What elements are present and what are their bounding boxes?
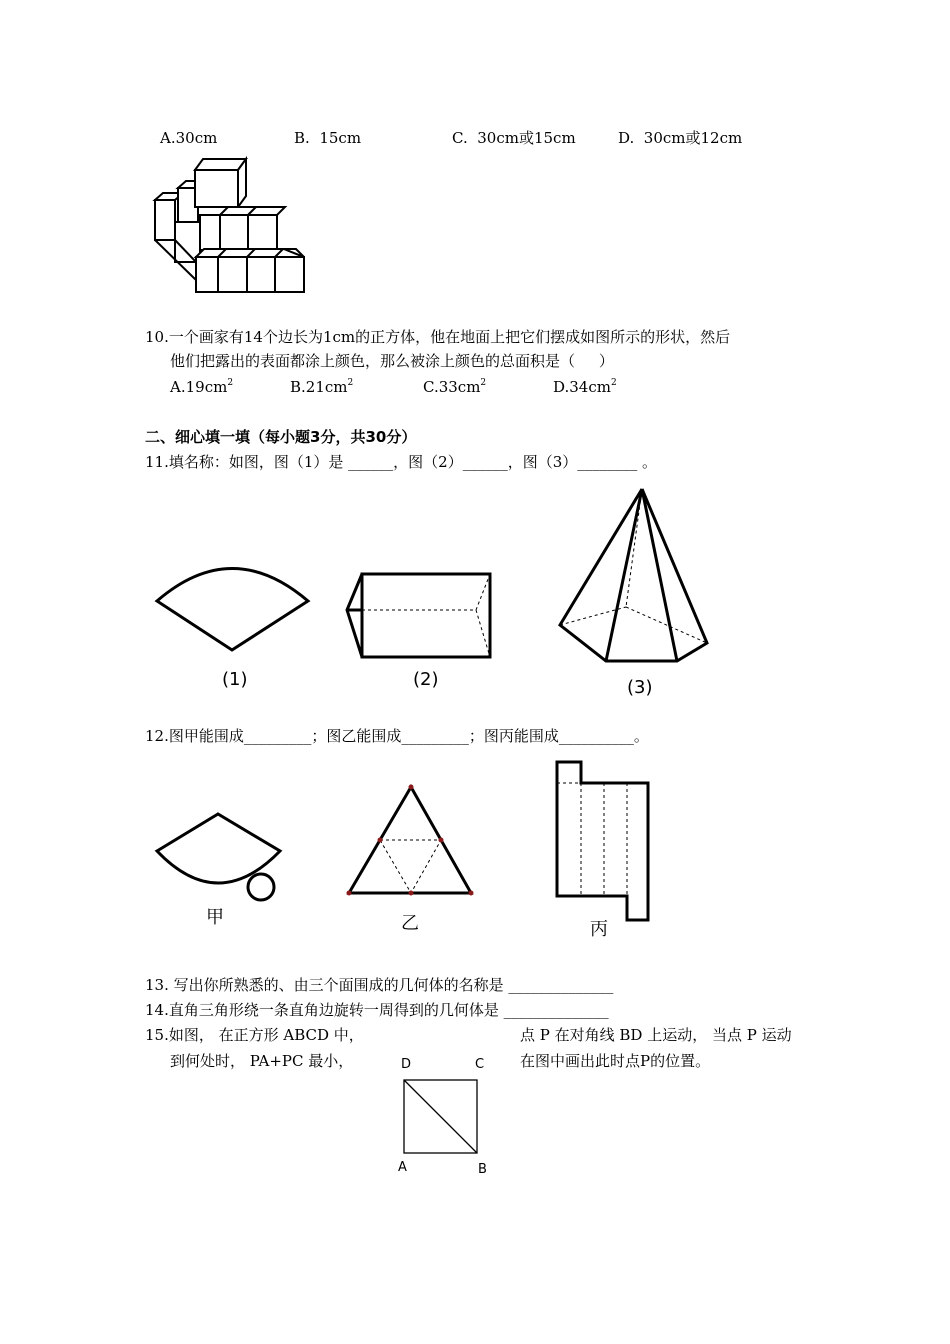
q10-option-c: $C.33cm^2$	[423, 378, 487, 396]
cube-stack-figure	[150, 152, 320, 297]
q12-text: 12.图甲能围成_________；图乙能围成_________；图丙能围成__________。	[145, 727, 649, 745]
q15-line2a: 到何处时， PA+PC 最小，	[170, 1052, 354, 1070]
q14-text: 14.直角三角形绕一条直角边旋转一周得到的几何体是 ______________	[145, 1001, 609, 1019]
q11-figures	[150, 485, 730, 700]
square-abcd-figure	[400, 1075, 490, 1165]
q15-line2b: 在图中画出此时点P的位置。	[520, 1052, 711, 1070]
q9-option-a: A.30cm	[160, 129, 218, 147]
label-b: B	[478, 1162, 487, 1177]
q10-option-b: $B.21cm^2$	[290, 378, 354, 396]
section-heading: 二、细心填一填（每小题3分，共30分）	[145, 428, 417, 446]
q11-caption-1: (1)	[222, 669, 248, 690]
q11-caption-3: (3)	[627, 677, 653, 698]
q10-option-d: $D.34cm^2$	[553, 378, 617, 396]
q15-line1b: 点 P 在对角线 BD 上运动， 当点 P 运动	[520, 1026, 792, 1044]
q11-text: 11.填名称：如图，图（1）是 ______，图（2）______，图（3）________ 。	[145, 453, 658, 471]
label-d: D	[401, 1057, 412, 1072]
q9-option-c: C. 30cm或15cm	[452, 129, 576, 147]
q12-caption-bing: 丙	[590, 919, 608, 940]
q13-text: 13. 写出你所熟悉的、由三个面围成的几何体的名称是 ______________	[145, 976, 614, 994]
q9-option-d: D. 30cm或12cm	[618, 129, 743, 147]
label-c: C	[475, 1057, 485, 1072]
label-a: A	[398, 1160, 407, 1175]
q9-option-b: B. 15cm	[294, 129, 362, 147]
q12-figures	[150, 757, 670, 922]
q12-caption-jia: 甲	[206, 907, 224, 928]
q10-line2: 他们把露出的表面都涂上颜色，那么被涂上颜色的总面积是（ ）	[170, 352, 614, 370]
q15-line1a: 15.如图， 在正方形 ABCD 中，	[145, 1026, 364, 1044]
q12-caption-yi: 乙	[401, 913, 419, 934]
q11-caption-2: (2)	[413, 669, 439, 690]
q10-option-a: $A.19cm^2$	[170, 378, 234, 396]
q10-line1: 10.一个画家有14个边长为1cm的正方体，他在地面上把它们摆成如图所示的形状，然后	[145, 328, 731, 346]
